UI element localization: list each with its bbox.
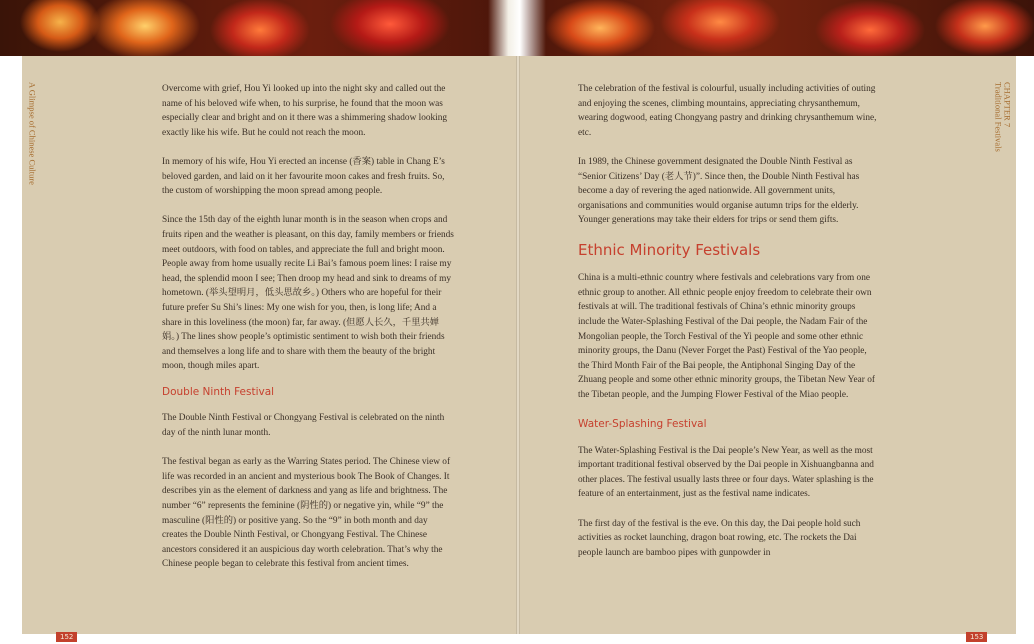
chapter-title: Traditional Festivals bbox=[993, 82, 1004, 152]
paragraph: The festival began as early as the Warring States period. The Chinese view of life was recorded in an ancient and mysterious book The Book of Changes. It describes yin as the element of darkness and yang as life and brightness. The number “6” represents the feminine (阴性的) or negative yin, while “9” the masculine (阳性的) or positive yang. So the “9” in both month and day creates the Double Ninth Festival, or Chongyang Festival. The Chinese ancestors considered it an auspicious day worth celebration. That’s why the Chinese people began to celebrate this festival from ancient times. bbox=[162, 457, 451, 570]
right-page-number: 153 bbox=[966, 632, 987, 642]
chapter-section-title-ethnic-minority: Ethnic Minority Festivals bbox=[578, 240, 761, 259]
chapter-number: CHAPTER 7 bbox=[1002, 82, 1013, 128]
right-running-header bbox=[993, 82, 1012, 152]
paragraph: In memory of his wife, Hou Yi erected an incense (香案) table in Chang E’s beloved garden, and laid on it her favourite moon cakes and fresh fruits. So, the custom of worshipping the moon spread among people. bbox=[162, 156, 445, 197]
book-gutter-highlight bbox=[488, 0, 546, 56]
paragraph: Since the 15th day of the eighth lunar month is in the season when crops and fruits ripen and the weather is pleasant, on this day, family members or friends meet outdoors, with food on tables, and appreciate the full and bright moon. People away from home usually recite Li Bai’s famous poem lines: I raise my head, the splendid moon I see; Then droop my head and sink to dreams of my hometown. (举头望明月，低头思故乡。) Others who are hopeful for their future prefer Su Shi’s lines: My one wish for you, then, is long life; And a share in this loveliness (the moon) far, far away. (但愿人长久，千里共婵娟。) The lines show people’s optimistic sentiment to wish both their friends and themselves a long life and to share with them the beauty of the bright moon, though miles apart. bbox=[162, 215, 454, 372]
paragraph: China is a multi-ethnic country where festivals and celebrations vary from one ethnic group to another. All ethnic people enjoy freedom to celebrate their own festivals at will. The traditional festivals of China’s ethnic minority groups include the Water-Splashing Festival of the Dai people, the Nadam Fair of the Mongolian people, the Torch Festival of the Yi people and some other ethnic minority groups, the Danu (Never Forget the Past) Festival of the Yao people, the Third Month Fair of the Bai people, the Antiphonal Singing Day of the Zhuang people and some other ethnic minority groups, the Tibetan New Year of the Tibetan people, and the Jumping Flower Festival of the Miao people. bbox=[578, 273, 875, 400]
paragraph: The first day of the festival is the eve. On this day, the Dai people hold such activities as rocket launching, dragon boat rowing, etc. The rockets the Dai people launch are bamboo pipes with gunpowder in bbox=[578, 518, 861, 558]
left-running-header: A Glimpse of Chinese Culture bbox=[27, 82, 38, 185]
paragraph: In 1989, the Chinese government designated the Double Ninth Festival as “Senior Citizens’ Day (老人节)”. Since then, the Double Ninth Festival has become a day of revering the aged nationwide. All government units, organisations and communities would organise autumn trips for the elderly. Younger generations may take their elders for trips or send them gifts. bbox=[578, 156, 860, 226]
paragraph: The Double Ninth Festival or Chongyang Festival is celebrated on the ninth day of the ninth lunar month. bbox=[162, 413, 445, 439]
left-text-column bbox=[162, 82, 454, 587]
paragraph: The celebration of the festival is colourful, usually including activities of outing and enjoying the scenes, climbing mountains, appreciating chrysanthemum, wearing dogwood, eating Chongyang pastry and drinking chrysanthemum wine, etc. bbox=[578, 84, 877, 138]
paragraph: The Water-Splashing Festival is the Dai people’s New Year, as well as the most important traditional festival observed by the Dai people in Xishuangbanna and other places. The festival usually lasts three or four days. Water splashing is the feature of an entertainment, just as the festival name indicates. bbox=[578, 445, 874, 500]
section-heading-water-splashing: Water-Splashing Festival bbox=[578, 418, 707, 431]
right-text-column bbox=[578, 82, 878, 575]
paragraph: Overcome with grief, Hou Yi looked up into the night sky and called out the name of his beloved wife when, to his surprise, he found that the moon was especially clear and bright and on it there was a shimmering shadow looking exactly like his wife. But he could not reach the moon. bbox=[162, 84, 448, 138]
section-heading-double-ninth: Double Ninth Festival bbox=[162, 385, 275, 398]
left-page-number: 152 bbox=[56, 632, 77, 642]
